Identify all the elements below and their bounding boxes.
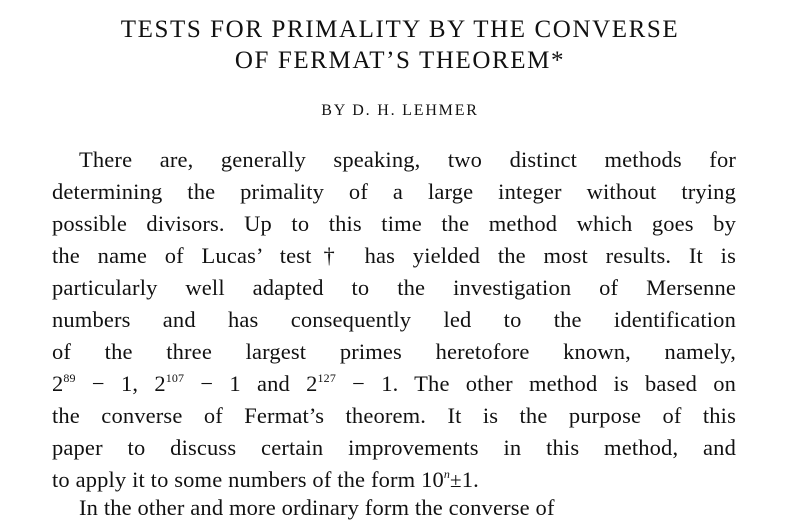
text-run: 1. [461, 467, 479, 492]
title-line-2: OF FERMAT’S THEOREM* [234, 47, 566, 74]
mersenne-exponent: 89 [63, 371, 76, 385]
author-byline: BY D. H. LEHMER [321, 102, 479, 119]
text-run: − 1, [75, 371, 155, 396]
body-line: possible divisors. Up to this time the method which goes by [52, 211, 736, 236]
body-line-mersenne-primes [52, 368, 736, 400]
body-line: There are, generally speaking, two distinct methods for [79, 147, 736, 172]
body-line: particularly well adapted to the investigation of Mersenne [52, 275, 736, 300]
text-run: − 1. The other method is based on [335, 371, 737, 396]
title-line-1: TESTS FOR PRIMALITY BY THE CONVERSE [120, 16, 680, 43]
body-line: of the three largest primes heretofore known, namely, [52, 339, 736, 364]
mersenne-base: 2 [154, 371, 166, 396]
body-line: the converse of Fermat’s theorem. It is the purpose of this [52, 403, 736, 428]
text-run: − 1 and [184, 371, 307, 396]
mersenne-base: 2 [306, 371, 318, 396]
body-line: numbers and has consequently led to the identification [52, 307, 736, 332]
body-line: determining the primality of a large integer without trying [52, 179, 736, 204]
body-line-cut-off: In the other and more ordinary form the converse of [79, 495, 555, 520]
mersenne-exponent: 107 [165, 371, 185, 385]
text-run: to apply it to some numbers of the form 10 [52, 467, 444, 492]
mersenne-base: 2 [52, 371, 64, 396]
body-line: the name of Lucas’ test† has yielded the most results. It is [52, 243, 736, 268]
exponent-n: n [443, 467, 451, 481]
body-line: paper to discuss certain improvements in this method, and [52, 435, 736, 460]
plus-minus-sign: ± [450, 468, 462, 492]
mersenne-exponent: 127 [317, 371, 336, 385]
